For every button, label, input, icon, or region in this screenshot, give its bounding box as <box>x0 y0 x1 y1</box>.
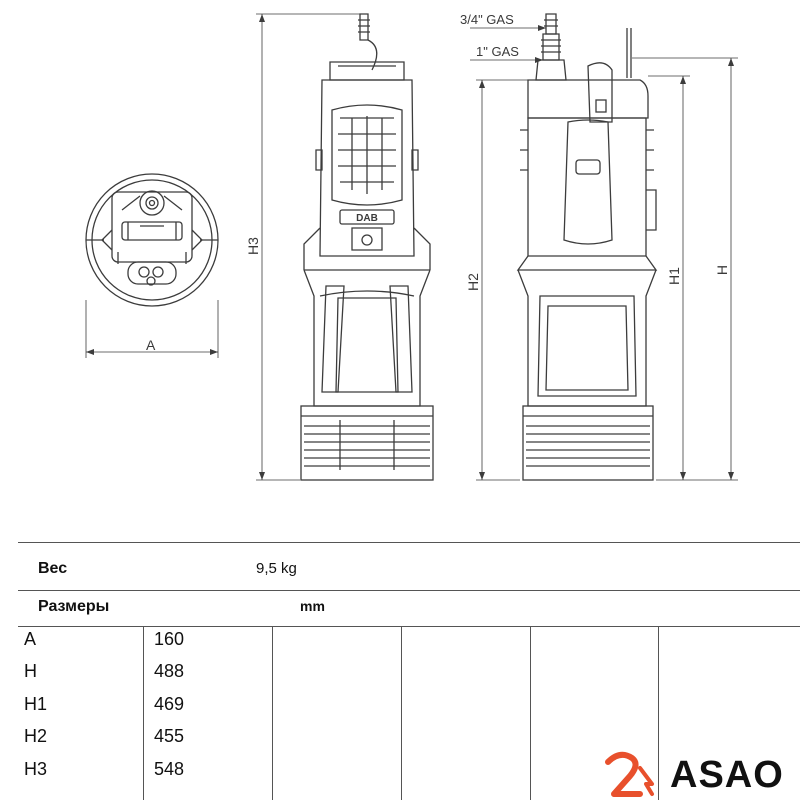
label-a: A <box>146 337 156 353</box>
row-name: A <box>24 629 37 649</box>
row-value: 469 <box>154 694 185 714</box>
label-gas-1: 1" GAS <box>476 44 519 59</box>
row-name: H <box>24 661 37 681</box>
column-divider <box>143 626 144 800</box>
asao-logo <box>600 748 800 800</box>
pump-brand-badge: DAB <box>356 213 378 224</box>
top-view <box>86 174 218 306</box>
dimension-h2 <box>476 80 528 480</box>
label-gas-3-4: 3/4" GAS <box>460 12 514 27</box>
weight-label: Вес <box>38 560 68 577</box>
label-h: H <box>714 264 730 276</box>
row-name: H3 <box>24 759 48 779</box>
column-divider <box>272 626 273 800</box>
asao-logo-text: ASAO <box>670 754 784 796</box>
column-divider <box>530 626 531 800</box>
side-view <box>518 14 656 480</box>
weight-value: 9,5 kg <box>256 560 297 577</box>
label-h1: H1 <box>666 267 682 285</box>
table-rule <box>18 590 800 591</box>
dimensions-unit: mm <box>300 598 325 614</box>
column-divider <box>401 626 402 800</box>
front-view <box>301 14 433 480</box>
row-name: H1 <box>24 694 48 714</box>
table-rule <box>18 542 800 543</box>
row-value: 160 <box>154 629 185 649</box>
row-value: 488 <box>154 661 185 681</box>
asao-logo-mark-icon <box>600 748 664 800</box>
row-value: 548 <box>154 759 185 779</box>
row-value: 455 <box>154 726 185 746</box>
table-rule <box>18 626 800 627</box>
label-h2: H2 <box>465 273 481 291</box>
row-name: H2 <box>24 726 48 746</box>
label-h3: H3 <box>245 237 261 255</box>
dimensions-label: Размеры <box>38 598 110 615</box>
dimension-h3 <box>256 14 360 480</box>
